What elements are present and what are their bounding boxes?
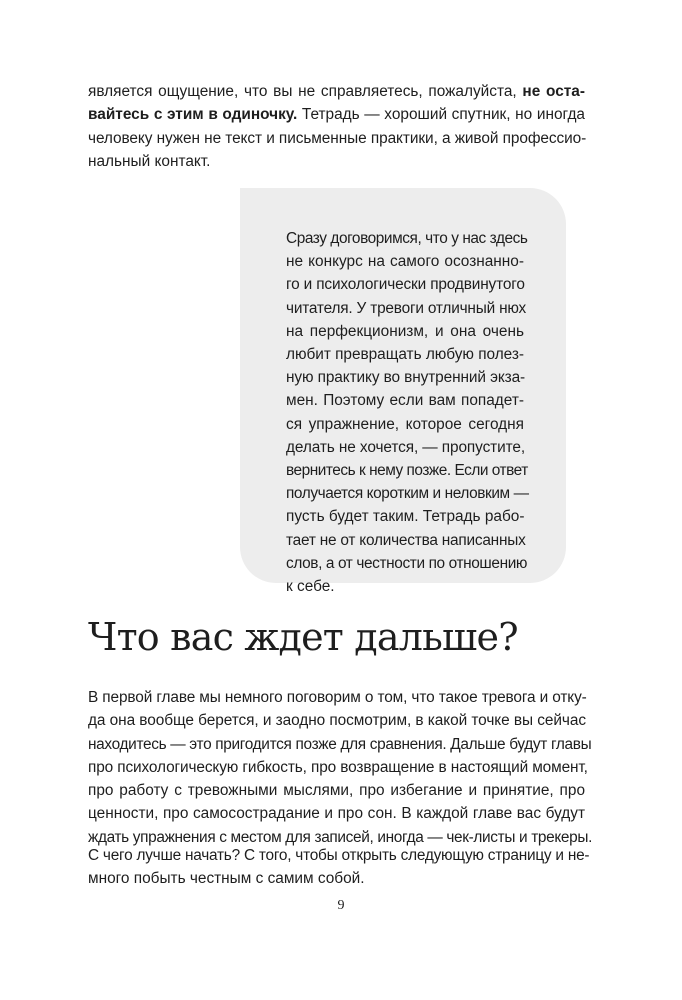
note-line-12: получается коротким и неловким — [286,485,529,503]
note-callout-text [286,227,529,598]
body1-line-5: про работу с тревожными мыслями, про избегание и принятие, про [88,782,585,800]
intro-bold-2: вайтесь с этим в одиночку. [88,106,298,124]
note-line-15: слов, а от честности по отношению [286,554,528,572]
body2-line-1: С чего лучше начать? С того, чтобы открыть следующую страницу и не- [88,847,590,864]
intro-paragraph [88,80,585,173]
page-number: 9 [337,898,345,913]
body1-line-3: находитесь — это пригодится позже для сравнения. Дальше будут главы [88,735,592,753]
note-line-10: делать не хочется, — пропустите, [286,438,526,456]
intro-line-3: человеку нужен не текст и письменные практики, а живой профессио- [88,129,587,147]
body-paragraph-1 [88,686,593,849]
section-heading: Что вас ждет дальше? [88,615,518,659]
body1-line-2: да она вообще берется, и заодно посмотрим, в какой точке вы сейчас [88,712,586,730]
note-line-5: на перфекционизм, и она очень [286,322,524,340]
body1-line-6: ценности, про самосострадание и про сон. В каждой главе вас будут [88,805,585,823]
note-line-9: ся упражнение, которое сегодня [286,415,524,433]
body-paragraph-2 [88,844,590,891]
note-line-8: мен. Поэтому если вам попадет- [286,392,524,410]
note-line-4: читателя. У тревоги отличный нюх [286,299,527,317]
body1-line-1: В первой главе мы немного поговорим о том, что такое тревога и отку- [88,689,587,706]
note-line-13: пусть будет таким. Тетрадь рабо- [286,508,525,526]
body2-line-2: много побыть честным с самим собой. [88,870,365,888]
note-line-7: ную практику во внутренний экза- [286,369,526,387]
note-line-2: не конкурс на самого осознанно- [286,253,524,271]
note-line-6: любит превращать любую полез- [286,346,524,364]
body1-line-7: ждать упражнения с местом для записей, иногда — чек-листы и трекеры. [88,828,593,846]
note-line-16: к себе. [286,578,335,596]
intro-line-2: вайтесь с этим в одиночку. Тетрадь — хороший спутник, но иногда [88,106,585,124]
intro-line-1: является ощущение, что вы не справляетесь, пожалуйста, не оста- [88,83,585,100]
intro-line-4: нальный контакт. [88,152,211,170]
intro-bold-1: не оста- [522,83,585,100]
note-line-1: Сразу договоримся, что у нас здесь [286,230,528,247]
note-line-14: тает не от количества написанных [286,531,526,549]
note-line-11: вернитесь к нему позже. Если ответ [286,462,528,480]
note-line-3: го и психологически продвинутого [286,276,525,294]
body1-line-4: про психологическую гибкость, про возвращение в настоящий момент, [88,758,588,776]
